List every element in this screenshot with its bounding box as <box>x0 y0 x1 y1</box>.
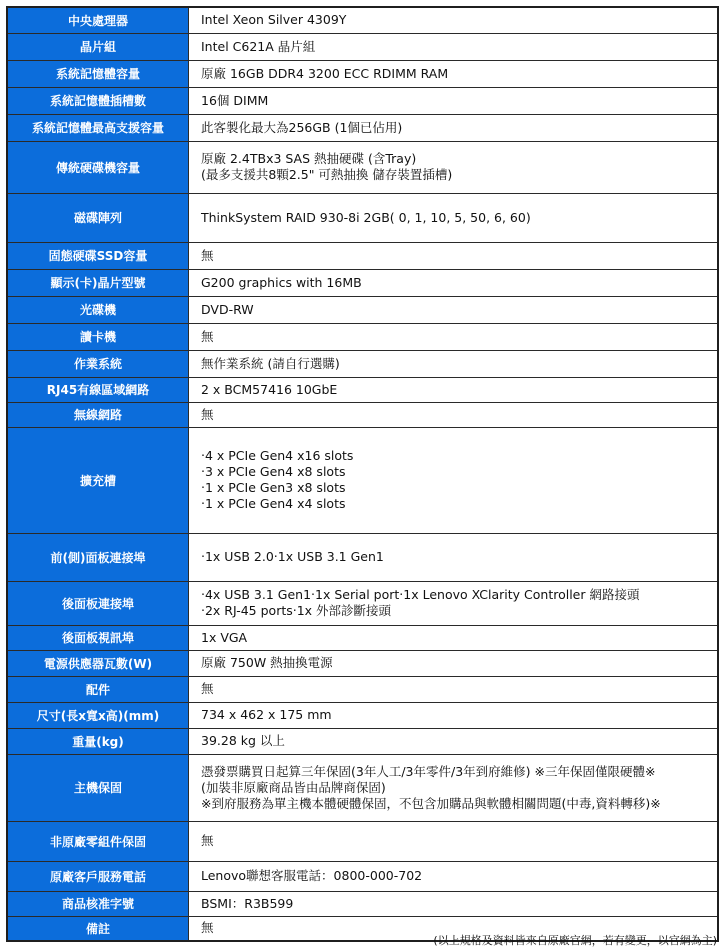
spec-value-line: ※到府服務為單主機本體硬體保固，不包含加購品與軟體相關問題(中毒,資料轉移)※ <box>201 795 661 811</box>
spec-value-line: (最多支援共8顆2.5" 可熱抽換 儲存裝置插槽) <box>201 167 453 182</box>
spec-value-line: (加裝非原廠商品皆由品牌商保固) <box>201 779 386 795</box>
spec-row <box>7 402 718 427</box>
spec-value-line: 1x VGA <box>201 629 248 645</box>
spec-label: 原廠客戶服務電話 <box>7 861 189 891</box>
spec-value-line: 無作業系統 (請自行選購) <box>201 355 340 371</box>
spec-row <box>7 33 718 60</box>
spec-label: 傳統硬碟機容量 <box>7 141 189 193</box>
spec-value-line: 此客製化最大為256GB (1個已佔用) <box>201 119 403 135</box>
spec-value-line: ThinkSystem RAID 930-8i 2GB( 0, 1, 10, 5, 50, 6, 60) <box>201 209 531 225</box>
spec-label: 重量(kg) <box>7 728 189 754</box>
spec-row <box>7 242 718 269</box>
spec-label: 固態硬碟SSD容量 <box>7 242 189 269</box>
spec-label: 磁碟陣列 <box>7 193 189 242</box>
spec-row <box>7 60 718 87</box>
spec-value <box>189 891 719 916</box>
spec-value-line: 39.28 kg 以上 <box>201 733 285 748</box>
spec-value <box>189 141 719 193</box>
spec-value <box>189 728 719 754</box>
spec-label: 備註 <box>7 916 189 941</box>
spec-label: 中央處理器 <box>7 7 189 33</box>
spec-row <box>7 821 718 861</box>
spec-label: 前(側)面板連接埠 <box>7 533 189 581</box>
spec-row <box>7 323 718 350</box>
spec-value-line: 原廠 2.4TBx3 SAS 熱抽硬碟 (含Tray) <box>201 151 417 166</box>
spec-row <box>7 676 718 702</box>
spec-row <box>7 7 718 33</box>
spec-value <box>189 193 719 242</box>
spec-label: 後面板視訊埠 <box>7 625 189 650</box>
spec-table <box>6 6 719 942</box>
spec-value-line: DVD-RW <box>201 301 254 317</box>
spec-value-line: 734 x 462 x 175 mm <box>201 707 332 722</box>
spec-value <box>189 60 719 87</box>
spec-label: 作業系統 <box>7 350 189 377</box>
spec-row <box>7 625 718 650</box>
spec-value <box>189 323 719 350</box>
spec-value <box>189 33 719 60</box>
spec-label: RJ45有線區域網路 <box>7 377 189 402</box>
spec-value-line: BSMI：R3B599 <box>201 895 294 911</box>
spec-label: 讀卡機 <box>7 323 189 350</box>
spec-label: 商品核准字號 <box>7 891 189 916</box>
spec-row <box>7 296 718 323</box>
spec-row <box>7 269 718 296</box>
spec-value <box>189 377 719 402</box>
spec-value <box>189 242 719 269</box>
spec-value-line: 憑發票購買日起算三年保固(3年人工/3年零件/3年到府維修) ※三年保固僅限硬體※ <box>201 763 656 779</box>
spec-row <box>7 350 718 377</box>
spec-value-line: ‧1 x PCIe Gen3 x8 slots <box>201 480 346 495</box>
spec-value-line: ‧1 x PCIe Gen4 x4 slots <box>201 496 346 511</box>
spec-row <box>7 87 718 114</box>
spec-label: 系統記憶體容量 <box>7 60 189 87</box>
spec-value <box>189 114 719 141</box>
footnote: (以上規格及資料皆來自原廠官網，若有變更，以官網為主) <box>433 934 717 947</box>
spec-value-line: ‧4x USB 3.1 Gen1‧1x Serial port‧1x Lenovo XClarity Controller 網路接頭 <box>201 587 640 602</box>
spec-row <box>7 141 718 193</box>
spec-value-line: ‧4 x PCIe Gen4 x16 slots <box>201 448 354 463</box>
spec-value-line: ‧3 x PCIe Gen4 x8 slots <box>201 464 346 479</box>
spec-value-line: 原廠 750W 熱抽換電源 <box>201 655 333 670</box>
spec-label: 系統記憶體插槽數 <box>7 87 189 114</box>
spec-label: 晶片組 <box>7 33 189 60</box>
spec-row <box>7 702 718 728</box>
spec-label: 光碟機 <box>7 296 189 323</box>
spec-value-line: G200 graphics with 16MB <box>201 274 362 290</box>
spec-value-line: 無 <box>201 406 214 422</box>
spec-value-line: ‧2x RJ-45 ports‧1x 外部診斷接頭 <box>201 603 392 618</box>
spec-row <box>7 427 718 533</box>
spec-value <box>189 402 719 427</box>
spec-row <box>7 754 718 821</box>
spec-row <box>7 728 718 754</box>
spec-row <box>7 377 718 402</box>
spec-label: 配件 <box>7 676 189 702</box>
spec-value-line: Intel C621A 晶片組 <box>201 38 316 54</box>
spec-label: 電源供應器瓦數(W) <box>7 650 189 676</box>
spec-value-line: Intel Xeon Silver 4309Y <box>201 12 347 28</box>
spec-row <box>7 533 718 581</box>
spec-value <box>189 427 719 533</box>
spec-value-line: 原廠 16GB DDR4 3200 ECC RDIMM RAM <box>201 65 449 81</box>
spec-row <box>7 650 718 676</box>
spec-value-line: 無 <box>201 920 214 936</box>
spec-label: 尺寸(長x寬x高)(mm) <box>7 702 189 728</box>
spec-label: 系統記憶體最高支援容量 <box>7 114 189 141</box>
spec-value <box>189 269 719 296</box>
spec-value <box>189 7 719 33</box>
spec-value-line: ‧1x USB 2.0‧1x USB 3.1 Gen1 <box>201 549 384 564</box>
spec-value <box>189 87 719 114</box>
spec-value <box>189 676 719 702</box>
spec-value <box>189 754 719 821</box>
spec-value <box>189 350 719 377</box>
spec-value <box>189 861 719 891</box>
spec-label: 主機保固 <box>7 754 189 821</box>
spec-value-line: Lenovo聯想客服電話：0800-000-702 <box>201 868 423 883</box>
spec-value-line: 16個 DIMM <box>201 92 269 108</box>
spec-label: 無線網路 <box>7 402 189 427</box>
spec-row <box>7 891 718 916</box>
spec-label: 後面板連接埠 <box>7 581 189 625</box>
spec-value <box>189 625 719 650</box>
spec-value-line: 無 <box>201 681 214 696</box>
spec-value-line: 無 <box>201 247 214 263</box>
spec-label: 擴充槽 <box>7 427 189 533</box>
spec-value <box>189 296 719 323</box>
spec-value <box>189 650 719 676</box>
spec-row <box>7 581 718 625</box>
spec-value <box>189 821 719 861</box>
spec-label: 顯示(卡)晶片型號 <box>7 269 189 296</box>
spec-value-line: 無 <box>201 328 214 344</box>
spec-row <box>7 861 718 891</box>
spec-value <box>189 533 719 581</box>
spec-label: 非原廠零組件保固 <box>7 821 189 861</box>
spec-value-line: 無 <box>201 833 214 848</box>
spec-row <box>7 114 718 141</box>
spec-row <box>7 193 718 242</box>
spec-value <box>189 581 719 625</box>
spec-value <box>189 702 719 728</box>
spec-value-line: 2 x BCM57416 10GbE <box>201 381 338 397</box>
